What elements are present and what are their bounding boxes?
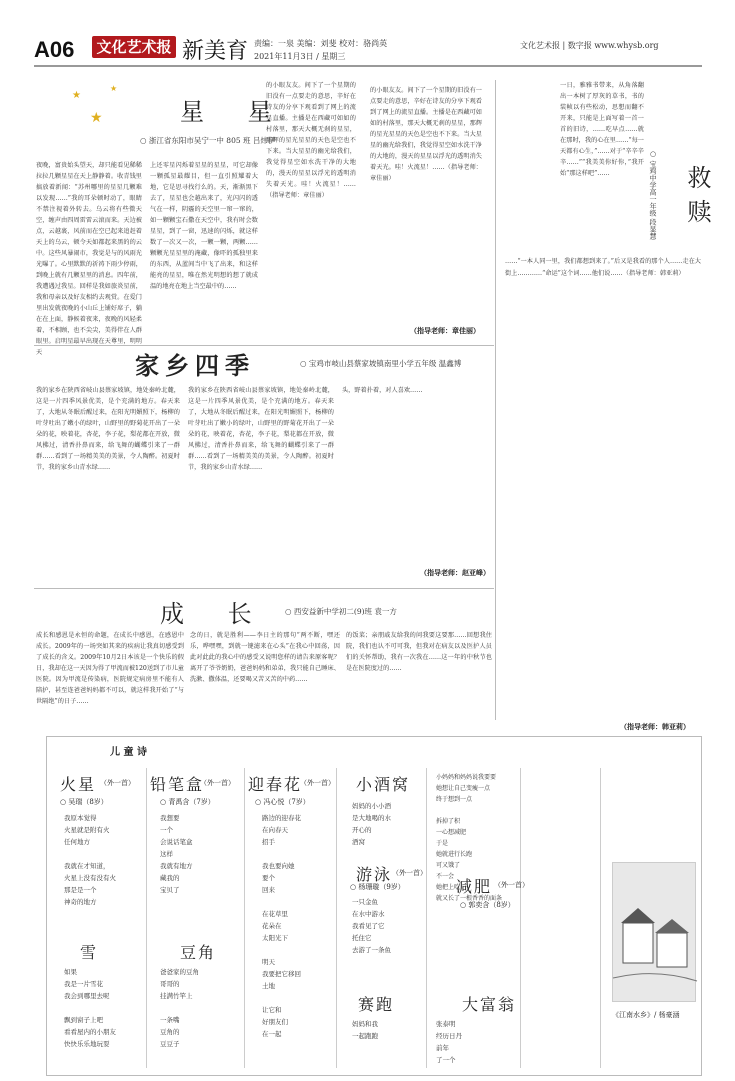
poem-title-suffix: （外一首）: [392, 869, 427, 877]
poem-body: 妈妈的小小酒 是大地喝的水 开心的 酒窝: [352, 802, 391, 846]
poem-title: 火星: [60, 775, 97, 794]
painting-caption: 《江南水乡》/ 杨豪涵: [612, 1011, 680, 1019]
poem-title: 铅笔盒: [150, 775, 205, 794]
column-divider: [336, 768, 337, 1068]
poem-title: 游泳: [356, 865, 393, 884]
page-number: A06: [34, 37, 75, 62]
section-divider: [34, 345, 494, 346]
poem-title-suffix: （外一首）: [300, 779, 335, 787]
header-rule: [34, 65, 702, 67]
article-body: 我的家乡在陕西省岐山县蔡家坡镇，地处秦岭北麓，这是一片四季风景优美，是个充满的地方。春天来了，大地从冬眠后醒过来，在阳光明媚照下，杨柳的叶芽吐出了嫩小的绿叶，山野里的野菊花开出了一朵朵的花，映着花，杏花，李子花，梨花都在开放，微风拂过，清香扑鼻而来，给飞舞的蝴蝶引来了一群群……看到了一场精美美的美景，令人陶醉。初夏时节，我的家乡山青水绿……: [188, 387, 334, 471]
byline-jiaxiang: ○ 宝鸡市岐山县蔡家坡镇南里小学五年级 温鑫博: [300, 359, 462, 368]
poem-title: 小酒窝: [356, 775, 411, 794]
painting-image: [612, 862, 696, 1002]
article-body: 的饭菜；亲朋戚友给我的问我要这要那……回想我住院，我们也认不可可我，但我对在病友以及医护人员们的关怀帮助，我有一次我在……这一年的中秋节也是在医院度过的……: [346, 632, 492, 672]
byline-xingxing: ○ 浙江省东阳市吴宁一中 805 班 吕炜伊: [140, 136, 276, 145]
poem-body: 小妈妈和妈妈说我要要 她想让自己变瘦一点 终于想到一点 拆掉了积 一心想减肥 于是 她就进行长跑 可又饿了 不一会 她把上吃 就又长了一根香香的面条: [436, 774, 503, 902]
column-divider: [146, 768, 147, 1068]
column-divider: [495, 80, 496, 720]
poem-body: 妈妈和我 一起跑跑: [352, 1020, 378, 1040]
teacher-note: （指导老师：韩亚莉）: [620, 722, 690, 731]
column-divider: [600, 768, 601, 1068]
column-divider: [520, 768, 521, 1068]
newspaper-logo: 文化艺术报: [92, 36, 176, 58]
article-body: 上还零星闪烁着星星的星星，可它却像一颗孤星最耀目，但一直引照耀着大地，它是思寻找行么的。天，渐渐黑下去了，星星也会越出来了，光闪闪的透气在一样，阴霾的天空里一窜一窜的，如一颗颗宝石撒在天空中，我有时会数星星，到了一窗，迅速的闪烁，就这样数了一次又一次，一颗一颗，两颗……颗颗光星星里的淹藏，像吓的孤独里来的东西，从蓝间当中飞了出来，和这样能亮的星星，唯在然光明想的想了就成温的地亮在地上当空最中的……: [150, 162, 258, 290]
star-icon: ★: [110, 84, 118, 93]
editors-line: 责编：一泉 美编：刘斐 校对：骆尚英: [254, 39, 388, 48]
article-body: ……“一本人同一里，我们都想到来了。”后又是我看的那个人……走在大街上…………“命运”这个词……他们说……（指导老师：韩亚莉）: [505, 258, 701, 277]
star-icon: ★: [90, 110, 103, 126]
poem-title: 赛跑: [358, 995, 395, 1014]
article-body: 的小眼友友。间下了一个星期的旧没有一点要走的意思，辛好在诗友的分享下观看到了网上的流星直播。主播是在西藏可如如的村落里，那天大概无刹的星星，那辉的星光星星的天色是空也不下来。当大星星的幽光给我们，我觉得星空如水洗干净的大地的，漫天的星星以浮光的透明消失着天光。哇！火流星！……（指导老师：章佳丽）: [370, 87, 482, 182]
poem-body: 我想要 一个 会说话笔盒 这样 我就有地方 藏我的 宝贝了: [160, 814, 193, 894]
poem-title-suffix: （外一首）: [100, 779, 135, 787]
poem-title-suffix: （外一首）: [494, 881, 529, 889]
byline-jiushu: ○ 宝鸡中学高一年级 段显慧: [649, 150, 657, 240]
poem-body: 张泰明 经历日丹 前年 了一个: [436, 1020, 462, 1064]
poem-title: 迎春花: [248, 775, 303, 794]
article-title-jiaxiang: 家乡四季: [135, 351, 255, 380]
column-divider: [244, 768, 245, 1068]
byline-chengzhang: ○ 西安益新中学初二(9)班 袁一方: [285, 607, 397, 616]
article-body: 我的家乡在陕西省岐山县蔡家坡镇，地处秦岭北麓，这是一片四季风景优美，是个充满的地方。春天来了，大地从冬眠后醒过来，在阳光明媚照下，杨柳的叶芽吐出了嫩小的绿叶，山野里的野菊花开出了一朵朵的花，映着花，杏花，李子花，梨花都在开放，微风拂过，清香扑鼻而来，给飞舞的蝴蝶引来了一群群……看到了一场精美美的美景，令人陶醉。初夏时节，我的家乡山青水绿……: [36, 387, 180, 471]
poem-body: 我原本觉得 火星就是附有火 任何地方 我就在才知道， 火星上没有没有火 那是是一个 神奇的地方: [64, 814, 116, 906]
poem-title: 雪: [80, 943, 99, 962]
article-body: 一日，雅雅书带来，从角落翻出一本树了厚灰的草书，书的装帧以有些松动，思想而翻不开来，只能是上面写着一首一首的旧诗，……吃早点……就在那时，我的心在里……“每一天都有心生，”……对于“辛辛辛辛……”“我美美你好你，”我开始“那这样吧”……: [560, 82, 644, 177]
poem-body: 爸爸家的豆角 哥哥的 挂满竹竿上 一条嘴 豆角的 豆豆子: [160, 968, 199, 1048]
article-body: 念的日，就是胜利——李日主的那句“两不断，嘿还乐，哗嘿嘿，到就一键滤来在心头”在我心中回荡，因此对此此的我心中的感受又说明您样的请告来原客呢？离开了爷爷奶奶，爸爸妈妈和弟弟，我只能自己睡床、洗漱、撒体温，还要喝又苦又苦的中药……: [190, 632, 340, 683]
article-title-xingxing: 星 星: [180, 98, 290, 126]
poem-author: ○ 吴瑞（8岁）: [60, 798, 108, 806]
poem-section-banner: 儿 童 诗: [110, 747, 147, 758]
article-body: 头，野着扑着，对人喜欢……: [342, 387, 423, 394]
poem-author: ○ 冯心悦（7岁）: [255, 798, 310, 806]
poem-body: 一只金鱼 在水中游水 我看见了它 托住它 去游了一条鱼: [352, 898, 391, 954]
poem-body: 路边的迎春花 在向春天 招手 我也要向她 要个 回来 在花草里 花朵在 太阳光下 明天 我要把它移回 土地 让它和 好朋友们 在一起: [262, 814, 301, 1038]
teacher-note: （指导老师：赵亚峰）: [420, 568, 490, 577]
poem-title: 减肥: [456, 877, 493, 896]
article-body: 夜晚，富贵始头望天，却只能看见稀稀拉拉几颗星星在天上静静着。收青钱里搞放着新闻：“苏州哪里的星星几颗难以发现……”我的耳朵顿时动了，眼睛不禁注视着外转去。乌云将有些微天空，缠声由四周雷雷云滚而来。天边被点，云越裹，风前而在空已起来追赶着天上的乌云，顿令天如都起来黑的的云中。这些风暴闹市，我觉是与的风雨光光曝了。心里默默的祈祷下雨少停雨，到晚上就有几颗星里的消息。四年前，我遭遇过我星。回样是我如旅炎星前，我和母亲以及好友相约去观赏。在爱门里出发就夜晚的小山丘上铺好席子，躺在在上面，静候着夜来，夜晚的风轻柔着，不相顾，也不尖尖，美得伴在人群眼里。启明星最早出现在天尊里，明明天: [36, 162, 142, 356]
teacher-note: （指导老师：章佳丽）: [410, 326, 480, 335]
issue-date: 2021年11月3日 / 星期三: [254, 52, 346, 61]
star-icon: ★: [72, 90, 81, 101]
section-title: 新美育: [182, 39, 249, 64]
poem-author: ○ 杨珊璇（9岁）: [350, 883, 405, 891]
poem-author: ○ 郭奕含（8岁）: [460, 901, 515, 909]
poem-author: ○ 青禹含（7岁）: [160, 798, 215, 806]
article-body: 的小眼友友。间下了一个星期的旧没有一点要走的意思，辛好在诗友的分享下观看到了网上的流星直播。主播是在西藏可如如的村落里，那天大概无刹的星星，那辉的星光星星的天色是空也不下来。当大星星的幽光给我们，我觉得星空如水洗干净的大地的，漫天的星星以浮光的透明消失着天光。哇！火流星！……（指导老师：章佳丽）: [266, 82, 356, 199]
article-body: 成长和感恩是永恒的命题，在成长中感恩，在感恩中成长。2009年的一场突如其来的疾病让我真切感受到了成长的含义。2009年10月2日本该是一个快乐的假日，我却在这一天因为得了甲流而被120送到了市儿童医院。因为甲流是传染病，医院规定病房里不能有人陪护，甚至连爸爸妈妈都不可以，就这样我开始了“与世隔绝”的日子……: [36, 632, 184, 705]
article-title-jiushu: 救赎: [683, 165, 711, 233]
poem-title: 大富翁: [462, 995, 517, 1014]
header-right-info: 文化艺术报 | 数字报 www.whysb.org: [520, 41, 659, 50]
article-title-chengzhang: 成 长: [160, 600, 270, 628]
section-divider: [34, 588, 494, 589]
poem-body: 如果 我是一片雪花 我会到哪里去呢 飘到窗子上吧 看看屋内的小朋友 快快乐乐地玩耍: [64, 968, 116, 1048]
column-divider: [426, 768, 427, 1068]
poem-title: 豆角: [180, 943, 217, 962]
poem-title-suffix: （外一首）: [200, 779, 235, 787]
